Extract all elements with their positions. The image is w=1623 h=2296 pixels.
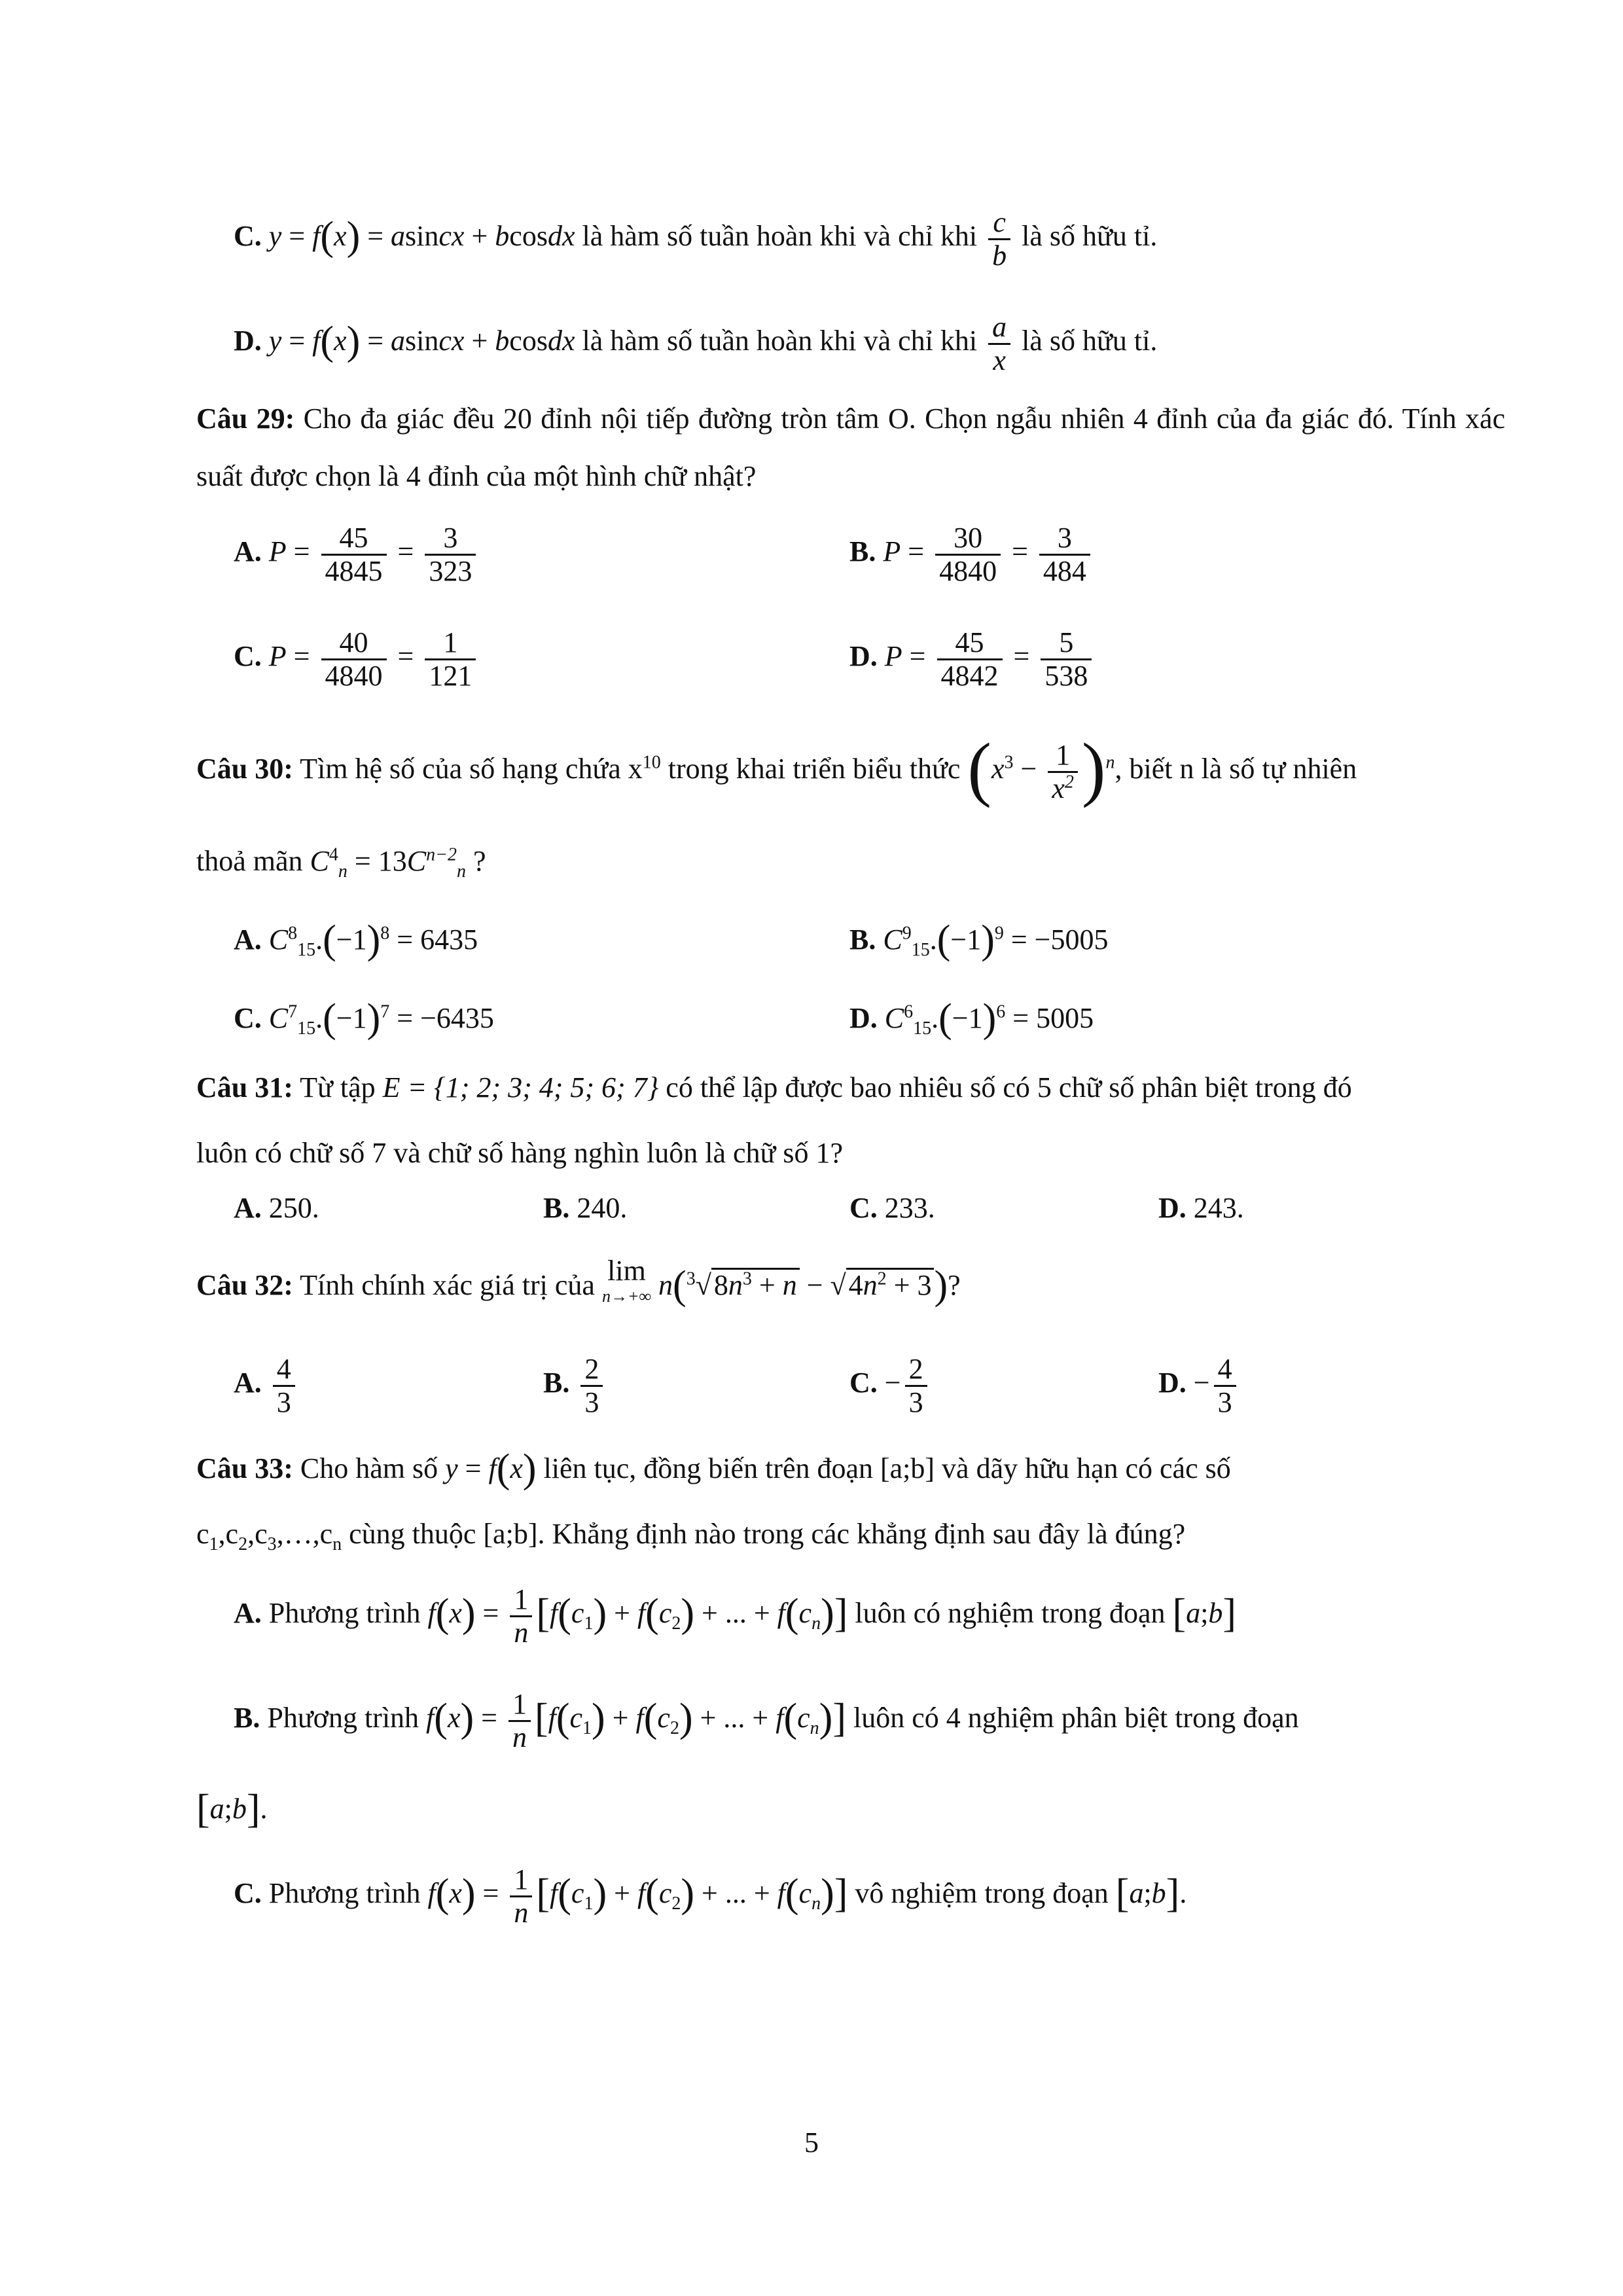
- q33-option-b-tail: [a;b].: [196, 1787, 268, 1831]
- option-letter: C.: [234, 220, 262, 253]
- fraction: $\frac{40}{4840}$: [321, 627, 387, 691]
- question-text: Tìm hệ số của số hạng chứa x: [300, 753, 643, 785]
- question-label: Câu 33:: [196, 1452, 293, 1484]
- option-text: Phương trình: [267, 1702, 419, 1734]
- q32-option-a: [234, 1354, 299, 1418]
- fraction: $\frac{3}{323}$: [425, 522, 476, 586]
- question-text: Từ tập: [300, 1071, 376, 1103]
- option-letter: B.: [849, 924, 876, 956]
- option-value: 240.: [577, 1192, 628, 1224]
- question-text: luôn có chữ số 7 và chữ số hàng nghìn luôn là chữ số 1?: [196, 1137, 844, 1169]
- option-text: vô nghiệm trong đoạn: [855, 1877, 1109, 1910]
- option-letter: B.: [543, 1192, 570, 1224]
- option-text: là hàm số tuần hoàn khi và chỉ khi: [582, 325, 978, 357]
- option-letter: D.: [234, 325, 262, 357]
- option-letter: B.: [234, 1702, 260, 1734]
- fraction: $\frac{45}{4842}$: [937, 627, 1003, 691]
- option-letter: C.: [234, 640, 262, 673]
- question-label: Câu 32:: [196, 1269, 293, 1301]
- option-text: là số hữu tỉ.: [1022, 325, 1158, 357]
- fraction: $\frac{4}{3}$: [1214, 1354, 1236, 1418]
- question-text: thoả mãn: [196, 845, 303, 877]
- q32-option-c: C. − $\frac{2}{3}$: [849, 1354, 931, 1418]
- option-letter: D.: [1158, 1367, 1186, 1399]
- option-letter: C.: [849, 1192, 878, 1224]
- fraction: $\frac{a}{x}$: [988, 312, 1010, 376]
- question-text: liên tục, đồng biến trên đoạn [a;b] và dãy hữu hạn có các số: [543, 1452, 1231, 1484]
- question-label: Câu 29:: [196, 403, 295, 435]
- math-expression: y = f(x): [445, 1446, 537, 1491]
- option-value: = −6435: [397, 1002, 494, 1034]
- question-text: trong khai triển biểu thức: [668, 753, 961, 785]
- q30-option-d: D. $C^6_{15}.(-1)^6 = 5005$: [849, 996, 1094, 1041]
- q28-option-c: [234, 207, 1157, 271]
- math-expression: y = f(x) = asincx + bcosdx: [268, 319, 575, 364]
- page-number: 5: [804, 2126, 819, 2159]
- q33-option-c: C. Phương trình f(x) = $\frac{1}{n}$ [$f(c_1) + f(c_2)$ + ... + $f(c_n)$] vô nghiệm trong đoạn [a;b].: [234, 1863, 1187, 1929]
- q30-option-c: C. $C^7_{15}.(-1)^7 = -6435$: [234, 996, 494, 1041]
- option-text: luôn có 4 nghiệm phân biệt trong đoạn: [853, 1702, 1299, 1734]
- q30-stem: [196, 728, 1357, 809]
- option-letter: D.: [849, 640, 878, 673]
- fraction: $\frac{45}{4845}$: [321, 522, 387, 586]
- set-expression: E = {1; 2; 3; 4; 5; 6; 7}: [382, 1071, 659, 1103]
- fraction: $\frac{30}{4840}$: [935, 522, 1001, 586]
- question-text: Cho hàm số: [300, 1452, 438, 1484]
- fraction: $\frac{2}{3}$: [580, 1354, 603, 1418]
- q30-option-a: A. $C^8_{15}.(-1)^8 = 6435$: [234, 918, 478, 962]
- q30-option-b: B. $C^9_{15}.(-1)^9 = -5005$: [849, 918, 1109, 962]
- question-text: có thể lập được bao nhiêu số có 5 chữ số phân biệt trong đó: [666, 1071, 1352, 1103]
- fraction: $\frac{5}{538}$: [1041, 627, 1092, 691]
- q29-option-b: B. P = $\frac{30}{4840}$ = $\frac{3}{484}$: [849, 522, 1094, 586]
- question-text: Cho đa giác đều 20 đỉnh nội tiếp đường tròn tâm O. Chọn ngẫu nhiên 4 đỉnh của đa giác đó. Tính xác suất được chọn là 4 đỉnh của một hình chữ nhật?: [196, 403, 1505, 492]
- math-expression: y = f(x) = asincx + bcosdx: [268, 214, 575, 259]
- q33-stem: [196, 1440, 1231, 1498]
- option-value: 233.: [884, 1192, 935, 1224]
- option-letter: C.: [234, 1877, 262, 1910]
- exponent: 10: [642, 752, 661, 773]
- option-letter: A.: [234, 924, 262, 956]
- q31-stem-line2: [196, 1124, 843, 1182]
- option-letter: B.: [849, 535, 876, 568]
- q33-option-b: [234, 1689, 1299, 1753]
- fraction: $\frac{2}{3}$: [905, 1354, 927, 1418]
- q31-option-d: [1158, 1179, 1244, 1237]
- equation: f(x) = $\frac{1}{n}$ [$f(c_1) + f(c_2)$ + ... + $f(c_n)$]: [426, 1688, 846, 1753]
- q31-option-b: [543, 1179, 627, 1237]
- math-expression: $C^4_n = 13C^{n-2}_n$: [310, 844, 466, 882]
- option-letter: A.: [234, 1367, 262, 1399]
- q31-option-a: [234, 1179, 319, 1237]
- q29-option-c: C. P = $\frac{40}{4840}$ = $\frac{1}{121}$: [234, 627, 480, 691]
- binomial-expression: ($x^3$ − $\frac{1}{x^2}$ )$^n$: [967, 728, 1115, 809]
- option-text: là số hữu tỉ.: [1022, 220, 1158, 253]
- q33-stem-line2: [196, 1505, 1185, 1563]
- option-letter: D.: [1158, 1192, 1186, 1224]
- option-value: 243.: [1193, 1192, 1244, 1224]
- limit-expression: lim n→+∞ $n(^3√8n^3 + n - √4n^2 + 3)$: [601, 1255, 948, 1308]
- option-value: = −5005: [1010, 924, 1109, 956]
- option-letter: D.: [849, 1002, 878, 1034]
- fraction: $\frac{4}{3}$: [273, 1354, 295, 1418]
- q32-stem: Câu 32: Tính chính xác giá trị của lim n→+∞ $n(^3√8n^3 + n - √4n^2 + 3)$?: [196, 1255, 961, 1308]
- option-text: Phương trình: [268, 1877, 421, 1910]
- question-text: , biết n là số tự nhiên: [1115, 753, 1357, 785]
- option-letter: A.: [234, 1192, 262, 1224]
- q28-option-d: [234, 312, 1157, 376]
- fraction: $\frac{3}{484}$: [1039, 522, 1090, 586]
- q31-stem: [196, 1059, 1352, 1117]
- q33-option-a: A. Phương trình f(x) = $\frac{1}{n}$ [$f(c_1) + f(c_2)$ + ... + $f(c_n)$] luôn có nghiệm trong đoạn [a;b]: [234, 1583, 1237, 1649]
- q30-condition: thoả mãn $C^4_n = 13C^{n-2}_n$ ?: [196, 844, 486, 882]
- question-text: cùng thuộc [a;b]. Khẳng định nào trong các khẳng định sau đây là đúng?: [349, 1518, 1186, 1550]
- q32-option-b: [543, 1354, 607, 1418]
- option-value: = 5005: [1012, 1002, 1094, 1034]
- option-value: = 6435: [397, 924, 478, 956]
- option-letter: A.: [234, 1597, 262, 1630]
- equation: f(x) = $\frac{1}{n}$ [$f(c_1) + f(c_2)$ + ... + $f(c_n)$]: [427, 1583, 848, 1649]
- equation: f(x) = $\frac{1}{n}$ [$f(c_1) + f(c_2)$ + ... + $f(c_n)$]: [427, 1863, 848, 1929]
- fraction: $\frac{c}{b}$: [988, 207, 1010, 271]
- question-label: Câu 31:: [196, 1071, 293, 1103]
- option-text: Phương trình: [268, 1597, 421, 1630]
- question-text: Tính chính xác giá trị của: [300, 1269, 595, 1301]
- q29-option-d: D. P = $\frac{45}{4842}$ = $\frac{5}{538}$: [849, 627, 1096, 691]
- q32-option-d: D. − $\frac{4}{3}$: [1158, 1354, 1240, 1418]
- sequence-expression: $c_1,c_2,c_3,\dots,c_n$: [196, 1518, 342, 1554]
- option-text: luôn có nghiệm trong đoạn: [855, 1597, 1166, 1630]
- option-letter: C.: [234, 1002, 262, 1034]
- option-letter: C.: [849, 1367, 878, 1399]
- q29-stem: [196, 390, 1505, 505]
- question-label: Câu 30:: [196, 753, 293, 785]
- option-letter: B.: [543, 1367, 570, 1399]
- q29-option-a: A. P = $\frac{45}{4845}$ = $\frac{3}{323}$: [234, 522, 480, 586]
- option-text: là hàm số tuần hoàn khi và chỉ khi: [582, 220, 978, 253]
- option-letter: A.: [234, 535, 262, 568]
- fraction: $\frac{1}{121}$: [425, 627, 476, 691]
- option-value: 250.: [268, 1192, 319, 1224]
- q31-option-c: [849, 1179, 935, 1237]
